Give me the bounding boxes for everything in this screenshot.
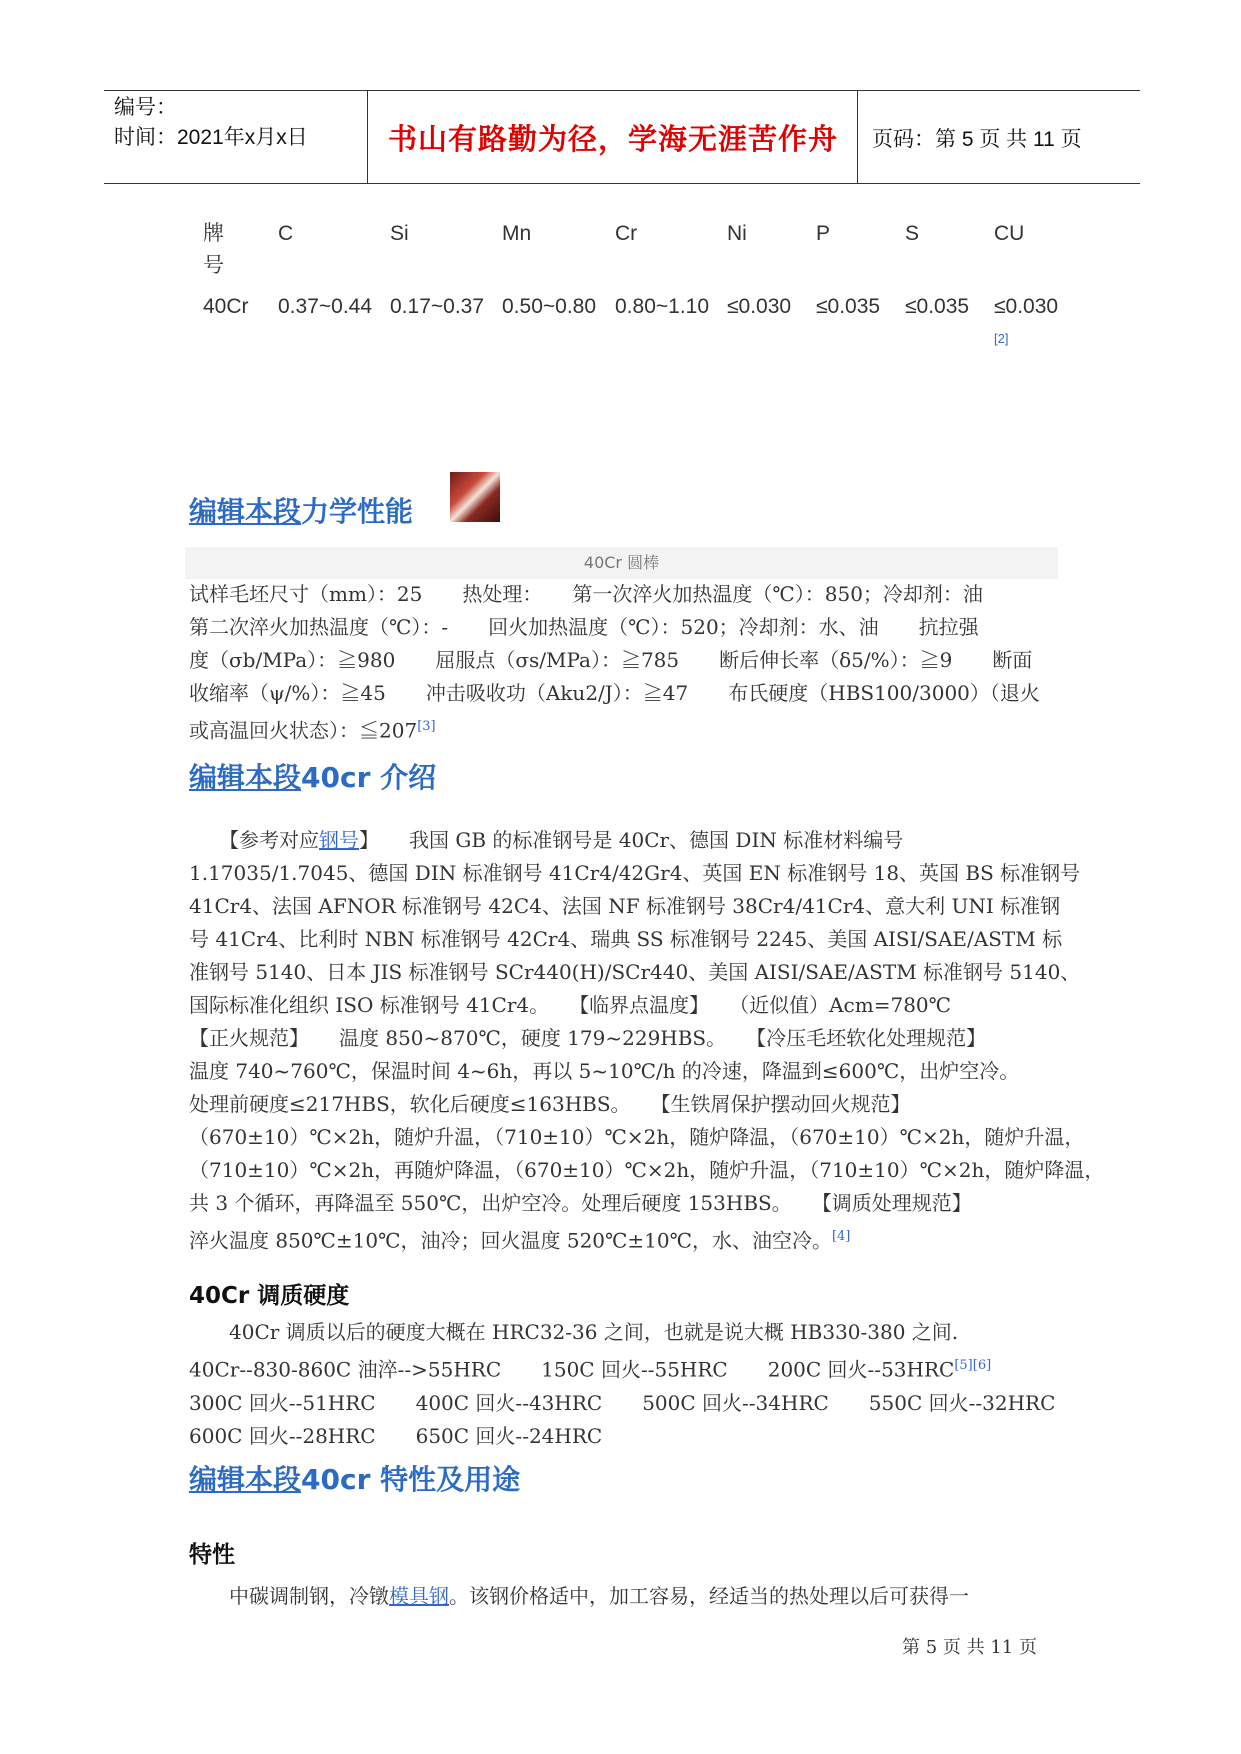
number-label: 编号： [114, 96, 177, 119]
section-heading-mechanical [189, 490, 413, 530]
text-line: （710±10）℃×2h，再随炉降温，（670±10）℃×2h，随炉升温，（710±10）℃×2h，随炉降温， [189, 1158, 1105, 1182]
features-heading: 特性 [189, 1542, 235, 1568]
steel-grade-link[interactable]: 钢号 [319, 828, 359, 852]
text-fragment: 中碳调制钢，冷镦 [189, 1584, 389, 1608]
table-cell-grade: 40Cr [203, 295, 249, 318]
edit-section-link[interactable]: 编辑本段 [189, 761, 302, 794]
section-title: 40cr 特性及用途 [301, 1463, 521, 1496]
text-line: 40Cr--830-860C 油淬-->55HRC 150C 回火--55HRC 200C 回火--53HRC [189, 1357, 955, 1382]
mechanical-properties-text [189, 578, 1059, 748]
table-cell-si: 0.17~0.37 [390, 295, 485, 318]
features-text [189, 1580, 1059, 1613]
cu-value: ≤0.030 [994, 295, 1059, 318]
header-page-label: 页码：第 5 页 共 11 页 [872, 128, 1082, 151]
text-line: 1.17035/1.7045、德国 DIN 标准钢号 41Cr4/42Gr4、英国 EN 标准钢号 18、英国 BS 标准钢号 [189, 861, 1081, 885]
text-line: 300C 回火--51HRC 400C 回火--43HRC 500C 回火--34HRC 550C 回火--32HRC [189, 1390, 1056, 1415]
text-line: 600C 回火--28HRC 650C 回火--24HRC [189, 1423, 603, 1448]
citation-ref[interactable]: [5][6] [954, 1358, 992, 1373]
edit-section-link[interactable]: 编辑本段 [189, 495, 302, 528]
table-header-cu: CU [994, 222, 1025, 245]
section-title: 40cr 介绍 [301, 761, 437, 794]
mold-steel-link[interactable]: 模具钢 [389, 1584, 449, 1608]
page-footer: 第 5 页 共 11 页 [902, 1637, 1037, 1658]
table-cell-s: ≤0.035 [905, 295, 970, 318]
text-line: 处理前硬度≤217HBS，软化后硬度≤163HBS。 【生铁屑保护摆动回火规范】 [189, 1092, 911, 1116]
table-cell-cr: 0.80~1.10 [615, 295, 710, 318]
section-title: 力学性能 [301, 495, 414, 528]
text-line: 淬火温度 850℃±10℃，油冷；回火温度 520℃±10℃，水、油空冷。 [189, 1228, 832, 1253]
table-cell-mn: 0.50~0.80 [502, 295, 597, 318]
section-heading-intro [189, 756, 436, 796]
page-header [104, 90, 1140, 184]
table-cell-p: ≤0.035 [816, 295, 881, 318]
text-line: 【正火规范】 温度 850~870℃，硬度 179~229HBS。 【冷压毛坯软化处理规范】 [189, 1026, 987, 1050]
citation-ref[interactable]: [4] [831, 1229, 851, 1244]
steel-bar-thumbnail[interactable] [450, 472, 500, 522]
intro-text [189, 824, 1105, 1258]
text-line: 41Cr4、法国 AFNOR 标准钢号 42C4、法国 NF 标准钢号 38Cr4/41Cr4、意大利 UNI 标准钢 [189, 894, 1061, 918]
citation-ref[interactable]: [2] [994, 331, 1009, 346]
table-cell-ni: ≤0.030 [727, 295, 792, 318]
hardness-text [189, 1316, 1059, 1453]
edit-section-link[interactable]: 编辑本段 [189, 1463, 302, 1496]
text-line: 国际标准化组织 ISO 标准钢号 41Cr4。 【临界点温度】 （近似值）Acm=780℃ [189, 993, 952, 1017]
text-fragment: 。该钢价格适中，加工容易，经适当的热处理以后可获得一 [449, 1584, 969, 1608]
table-header-c: C [278, 222, 294, 245]
citation-ref[interactable]: [3] [417, 719, 436, 734]
text-line: 收缩率（ψ/%）：≧45 冲击吸收功（Aku2/J）：≧47 布氏硬度（HBS100/3000）（退火 [189, 681, 1040, 705]
text-line: 度（σb/MPa）：≧980 屈服点（σs/MPa）：≧785 断后伸长率（δ5/%）：≧9 断面 [189, 648, 1033, 672]
header-divider [857, 91, 858, 183]
time-label: 时间：2021年x月x日 [114, 126, 308, 149]
header-meta [114, 93, 364, 153]
header-divider [367, 91, 368, 183]
text-line: 第二次淬火加热温度（℃）：- 回火加热温度（℃）：520；冷却剂：水、油 抗拉强 [189, 615, 979, 639]
table-header-s: S [905, 222, 920, 245]
header-motto: 书山有路勤为径，学海无涯苦作舟 [387, 122, 838, 156]
table-header-p: P [816, 222, 831, 245]
table-cell-cu [994, 291, 1114, 361]
table-header-grade: 牌号 [203, 222, 224, 277]
text-fragment: 【参考对应 [189, 828, 319, 852]
table-header-ni: Ni [727, 222, 747, 245]
text-line: 准钢号 5140、日本 JIS 标准钢号 SCr440(H)/SCr440、美国 AISI/SAE/ASTM 标准钢号 5140、 [189, 960, 1081, 984]
text-line: 共 3 个循环，再降温至 550℃，出炉空冷。处理后硬度 153HBS。 【调质处理规范】 [189, 1191, 972, 1215]
text-line: 温度 740~760℃，保温时间 4~6h，再以 5~10℃/h 的冷速，降温到≤600℃，出炉空冷。 [189, 1059, 1020, 1083]
text-line: 试样毛坯尺寸（mm）：25 热处理： 第一次淬火加热温度（℃）：850；冷却剂：油 [189, 582, 983, 606]
text-line: 40Cr 调质以后的硬度大概在 HRC32-36 之间，也就是说大概 HB330-380 之间. [189, 1320, 959, 1344]
text-line: 号 41Cr4、比利时 NBN 标准钢号 42Cr4、瑞典 SS 标准钢号 2245、美国 AISI/SAE/ASTM 标 [189, 927, 1063, 951]
table-header-cr: Cr [615, 222, 638, 245]
text-line: 或高温回火状态）：≦207 [189, 718, 418, 743]
table-header-si: Si [390, 222, 409, 245]
text-line: （670±10）℃×2h，随炉升温，（710±10）℃×2h，随炉降温，（670±10）℃×2h，随炉升温， [189, 1125, 1085, 1149]
table-cell-c: 0.37~0.44 [278, 295, 373, 318]
text-fragment: 】 我国 GB 的标准钢号是 40Cr、德国 DIN 标准材料编号 [359, 828, 904, 852]
image-caption: 40Cr 圆棒 [185, 547, 1058, 579]
table-header-mn: Mn [502, 222, 532, 245]
hardness-heading: 40Cr 调质硬度 [189, 1283, 350, 1309]
section-heading-use [189, 1458, 520, 1498]
